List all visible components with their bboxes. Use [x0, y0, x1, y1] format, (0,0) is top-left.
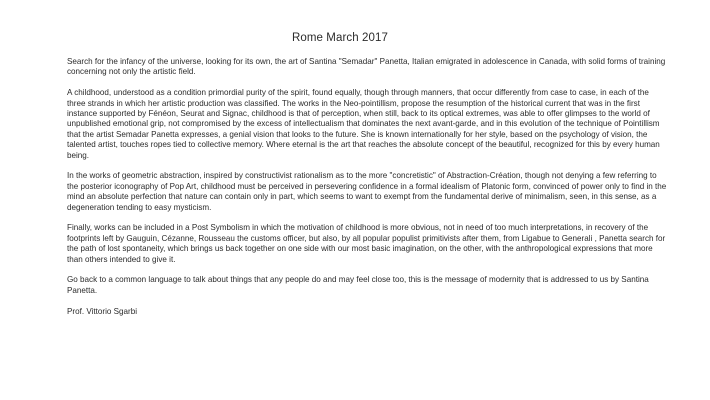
paragraph: In the works of geometric abstraction, inspired by constructivist rationalism as to the more "concretistic" of Abstraction-Création, though not denying a few referring to the posterior iconography of Pop Art, childhood must be perceived in persevering confidence in a formal idealism of Platonic form, convinced of power only to find in the mind an absolute perfection that nature can contain only in part, which seems to want to exempt from the fundamental derive of minimalism, seen, in this sense, as a degeneration tending to easy mysticism.	[67, 171, 667, 212]
paragraph: A childhood, understood as a condition primordial purity of the spirit, found equally, though through manners, that occur differently from case to case, in each of the three strands in which her artistic production was classified. The works in the Neo-pointillism, propose the resumption of the historical current that was in the first instance supported by Fénéon, Seurat and Signac, childhood is that of perception, when still, back to its optical extremes, was able to offer glimpses to the world of unpublished emotional grip, not compromised by the excess of intellectualism that dominates the next avant-garde, and in this evolution of the technique of Pointillism that the artist Semadar Panetta expresses, a genial vision that looks to the future. She is known internationally for her style, based on the psychology of vision, the talented artist, touches ropes tied to collective memory. Where eternal is the art that reaches the absolute concept of the beautiful, recognized for this by every human being.	[67, 88, 660, 160]
paragraph: Search for the infancy of the universe, looking for its own, the art of Santina "Semadar" Panetta, Italian emigrated in adolescence in Canada, with solid forms of training concerning not only the artistic field.	[67, 57, 666, 77]
document-body	[67, 57, 667, 327]
page-title: Rome March 2017	[291, 32, 389, 44]
signature: Prof. Vittorio Sgarbi	[67, 306, 138, 316]
paragraph: Go back to a common language to talk about things that any people do and may feel close too, this is the message of modernity that is addressed to us by Santina Panetta.	[67, 275, 649, 295]
paragraph: Finally, works can be included in a Post Symbolism in which the motivation of childhood is more obvious, not in need of too much interpretations, in recovery of the footprints left by Gauguin, Cézanne, Rousseau the customs officer, but also, by all popular populist primitivists after them, from Ligabue to Generali , Panetta search for the path of lost spontaneity, which brings us back together on one side with our most basic imagination, on the other, with the anthropological expressions that more than others intended to give it.	[67, 223, 666, 264]
